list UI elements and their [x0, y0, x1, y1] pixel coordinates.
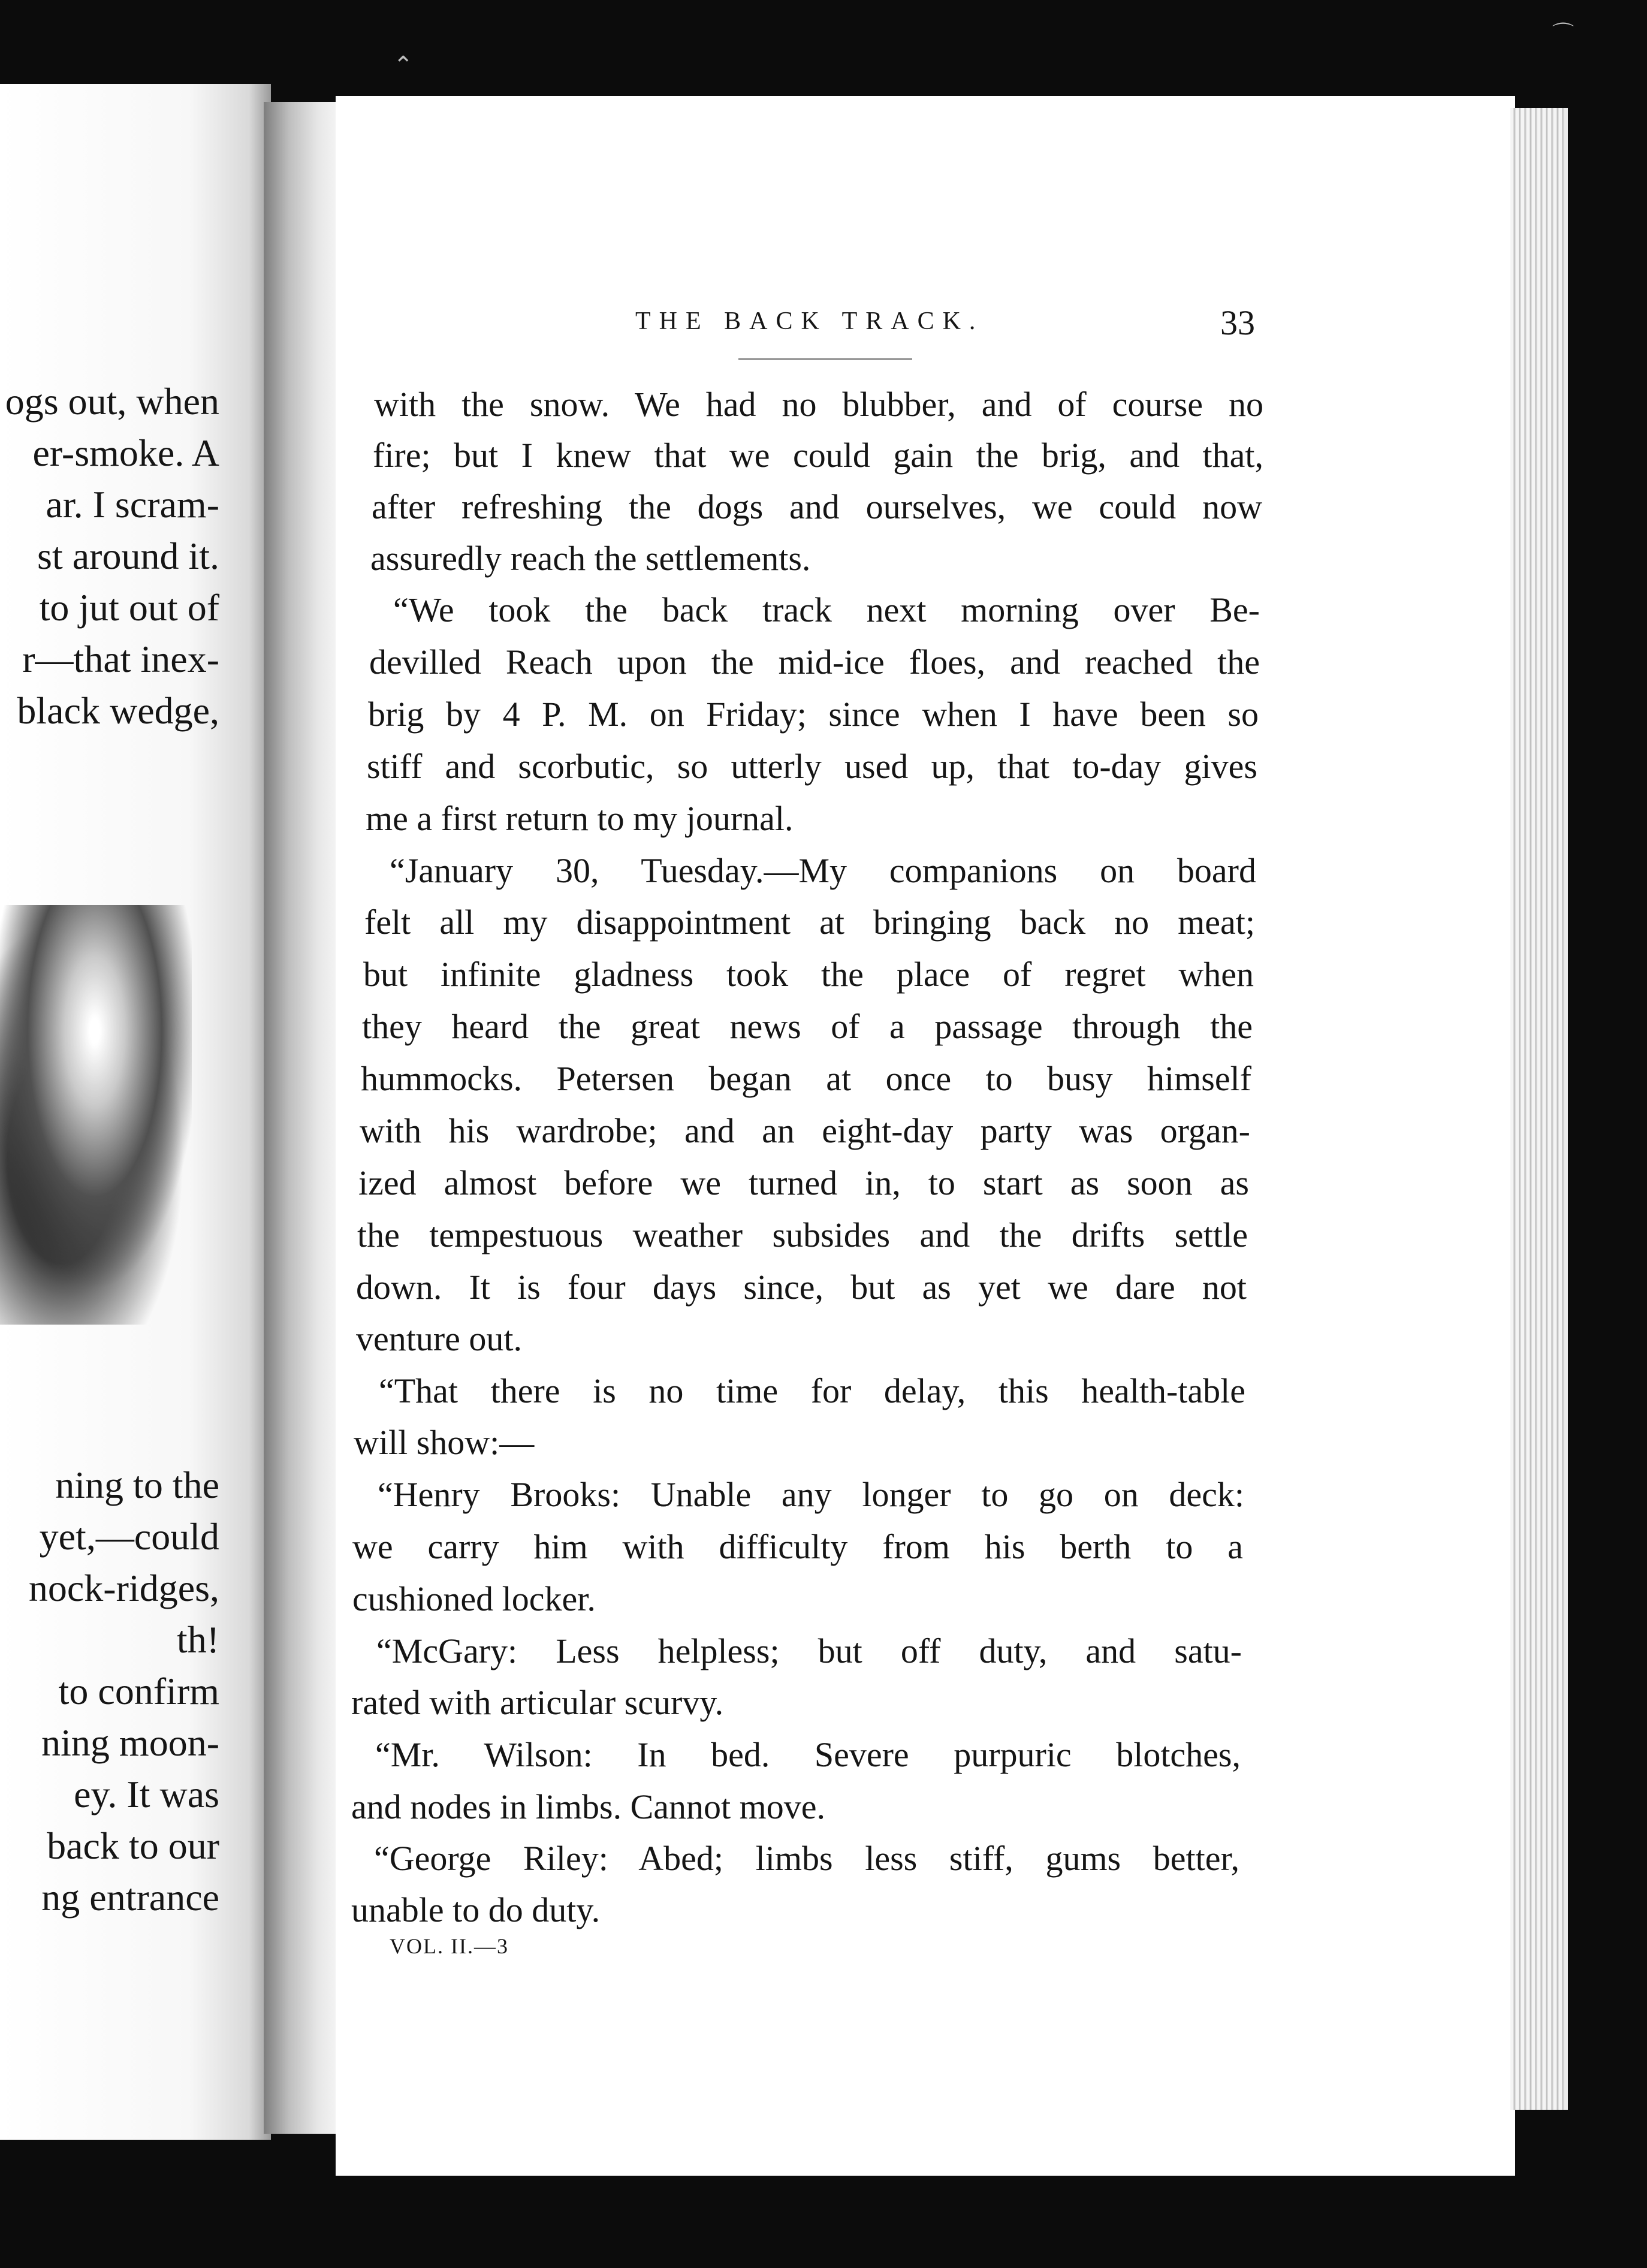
body-text-line: with his wardrobe; and an eight-day party was organ-	[360, 1111, 1250, 1150]
left-facing-page	[0, 84, 271, 2140]
left-text-line: ning moon-	[41, 1721, 219, 1764]
body-text-line: “George Riley: Abed; limbs less stiff, gums better,	[374, 1839, 1239, 1878]
body-text-line: “Henry Brooks: Unable any longer to go on deck:	[378, 1475, 1244, 1514]
body-text-line: “McGary: Less helpless; but off duty, and satu-	[376, 1631, 1242, 1670]
left-text-line: ar. I scram-	[46, 483, 219, 526]
body-text-line: down. It is four days since, but as yet we dare not	[356, 1268, 1247, 1307]
body-text-line: they heard the great news of a passage through the	[362, 1007, 1253, 1046]
body-text-line: and nodes in limbs. Cannot move.	[351, 1787, 825, 1826]
body-text-line: but infinite gladness took the place of regret when	[363, 955, 1254, 994]
body-text-line: the tempestuous weather subsides and the drifts settle	[357, 1216, 1248, 1254]
body-text-line: with the snow. We had no blubber, and of course no	[374, 385, 1263, 424]
page-number: 33	[1220, 303, 1255, 342]
header-rule	[738, 358, 912, 360]
left-text-line: yet,—could	[39, 1515, 219, 1558]
body-text-line: devilled Reach upon the mid-ice floes, and reached the	[369, 643, 1260, 681]
body-text-line: venture out.	[356, 1319, 523, 1358]
left-text-line: back to our	[47, 1824, 219, 1867]
left-text-line: ey. It was	[74, 1773, 219, 1815]
body-text-line: fire; but I knew that we could gain the brig, and that,	[373, 436, 1263, 475]
left-text-line: st around it.	[37, 535, 219, 577]
body-text-line: assuredly reach the settlements.	[370, 539, 811, 578]
body-text-line: unable to do duty.	[351, 1890, 601, 1929]
body-text-line: hummocks. Petersen began at once to busy himself	[361, 1059, 1251, 1098]
scan-speck: ⌒	[1552, 22, 1574, 46]
body-text-line: we carry him with difficulty from his berth to a	[352, 1527, 1243, 1566]
left-text-line: r—that inex-	[22, 638, 219, 680]
left-text-line: th!	[176, 1618, 219, 1661]
running-head: THE BACK TRACK.	[635, 307, 984, 335]
body-text-line: “Mr. Wilson: In bed. Severe purpuric blotches,	[375, 1735, 1241, 1774]
left-page-engraving	[0, 905, 192, 1325]
body-text-line: will show:—	[354, 1423, 535, 1462]
signature-mark: VOL. II.—3	[390, 1934, 509, 1958]
left-text-line: nock-ridges,	[28, 1567, 219, 1609]
left-text-line: ng entrance	[41, 1876, 219, 1919]
left-text-line: ogs out, when	[5, 380, 219, 423]
body-text-line: ized almost before we turned in, to start as soon as	[358, 1163, 1249, 1202]
body-text-line: “January 30, Tuesday.—My companions on board	[390, 851, 1256, 890]
body-text-line: “That there is no time for delay, this health-table	[379, 1371, 1245, 1410]
left-text-line: ning to the	[55, 1464, 219, 1506]
left-text-line: black wedge,	[17, 689, 219, 732]
left-text-line: er-smoke. A	[32, 432, 219, 474]
book-gutter	[264, 102, 348, 2134]
page-edges	[1510, 108, 1568, 2110]
left-text-line: to jut out of	[39, 586, 219, 629]
body-text-line: felt all my disappointment at bringing back no meat;	[364, 903, 1255, 942]
scan-speck: ⌃	[393, 52, 414, 79]
body-text-line: brig by 4 P. M. on Friday; since when I have been so	[368, 695, 1259, 734]
body-text-line: after refreshing the dogs and ourselves, we could now	[372, 487, 1262, 526]
body-text-line: stiff and scorbutic, so utterly used up, that to-day gives	[367, 747, 1257, 786]
body-text-line: cushioned locker.	[352, 1579, 596, 1618]
left-text-line: to confirm	[58, 1670, 219, 1712]
body-text-line: rated with articular scurvy.	[351, 1683, 724, 1722]
body-text-line: me a first return to my journal.	[366, 799, 794, 838]
body-text-line: “We took the back track next morning over Be-	[393, 590, 1260, 629]
